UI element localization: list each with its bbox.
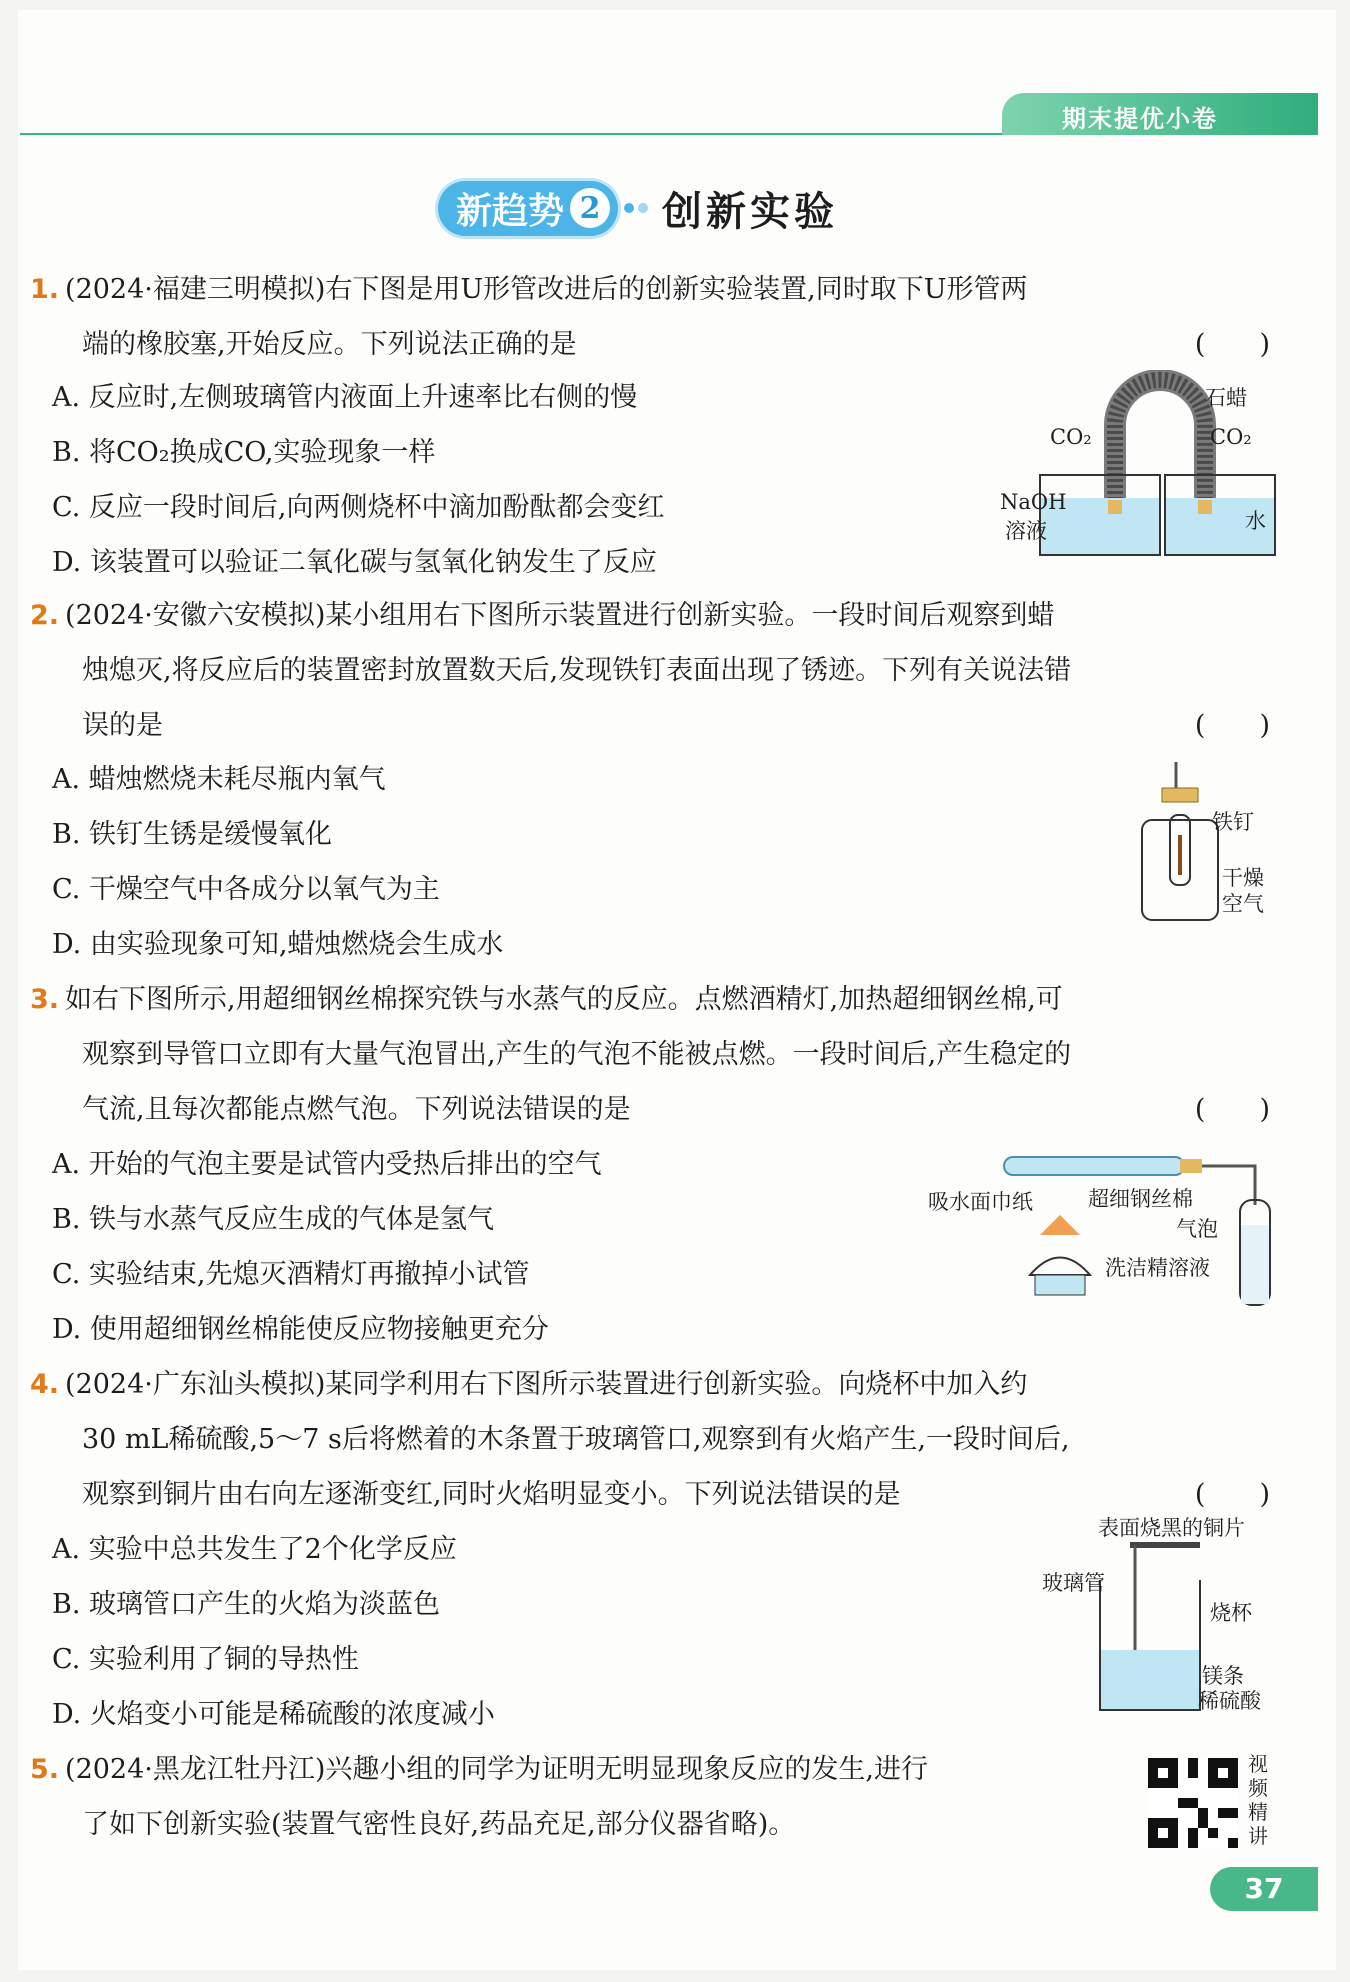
label-steel-wool: 超细钢丝棉 (1088, 1187, 1193, 1211)
option-d: D. 使用超细钢丝棉能使反应物接触更充分 (52, 1314, 549, 1345)
question-stem-line: (2024·黑龙江牡丹江)兴趣小组的同学为证明无明显现象反应的发生,进行 (65, 1754, 928, 1785)
header-tab-label: 期末提优小卷 (1062, 105, 1218, 133)
section-badge-text: 新趋势 (456, 189, 565, 232)
question-stem-line: 烛熄灭,将反应后的装置密封放置数天后,发现铁钉表面出现了锈迹。下列有关说法错 (82, 655, 1072, 686)
candle-bottle-figure (1140, 760, 1220, 925)
section-badge-number: 2 (570, 188, 610, 228)
question-number: 5. (30, 1754, 60, 1785)
question-stem-line: 误的是 (82, 710, 163, 741)
label-naoh-solution: 溶液 (1005, 519, 1047, 543)
header-tab (1002, 93, 1318, 135)
option-d: D. 由实验现象可知,蜡烛燃烧会生成水 (52, 929, 504, 960)
label-glass-tube: 玻璃管 (1042, 1571, 1105, 1595)
label-detergent: 洗洁精溶液 (1105, 1256, 1210, 1280)
label-paper: 吸水面巾纸 (928, 1190, 1033, 1214)
question-stem-line: 观察到导管口立即有大量气泡冒出,产生的气泡不能被点燃。一段时间后,产生稳定的 (82, 1039, 1072, 1070)
question-number: 1. (30, 274, 60, 305)
answer-paren: ( ) (1194, 710, 1270, 741)
option-b: B. 玻璃管口产生的火焰为淡蓝色 (52, 1589, 441, 1620)
option-b: B. 铁钉生锈是缓慢氧化 (52, 819, 333, 850)
label-water: 水 (1245, 509, 1266, 533)
question-2 (30, 588, 1270, 753)
question-stem-line: 30 mL稀硫酸,5～7 s后将燃着的木条置于玻璃管口,观察到有火焰产生,一段时间后, (82, 1424, 1070, 1455)
option-a: A. 蜡烛燃烧未耗尽瓶内氧气 (52, 764, 386, 795)
question-3 (30, 972, 1270, 1137)
option-c: C. 干燥空气中各成分以氧气为主 (52, 874, 440, 905)
label-bubble: 气泡 (1176, 1217, 1218, 1241)
steel-wool-apparatus-figure (1000, 1145, 1280, 1310)
option-b: B. 铁与水蒸气反应生成的气体是氢气 (52, 1204, 495, 1235)
option-b: B. 将CO₂换成CO,实验现象一样 (52, 437, 436, 468)
option-d: D. 火焰变小可能是稀硫酸的浓度减小 (52, 1699, 495, 1730)
question-stem-line: 了如下创新实验(装置气密性良好,药品充足,部分仪器省略)。 (82, 1809, 796, 1840)
qr-code-icon[interactable] (1148, 1758, 1238, 1848)
answer-paren: ( ) (1194, 1479, 1270, 1510)
question-4 (30, 1357, 1270, 1522)
qr-caption (1248, 1752, 1272, 1848)
qr-caption-char: 视 (1248, 1752, 1268, 1776)
label-beaker: 烧杯 (1210, 1601, 1252, 1625)
section-title: 创新实验 (662, 187, 839, 235)
question-stem-line: (2024·福建三明模拟)右下图是用U形管改进后的创新实验装置,同时取下U形管两 (65, 274, 1028, 305)
label-naoh: NaOH (1000, 490, 1067, 514)
header-rule (20, 133, 1020, 135)
option-c: C. 实验结束,先熄灭酒精灯再撤掉小试管 (52, 1259, 530, 1290)
dots-icon (624, 203, 648, 213)
qr-caption-char: 讲 (1248, 1824, 1268, 1848)
question-number: 3. (30, 984, 60, 1015)
question-number: 4. (30, 1369, 60, 1400)
question-stem-line: (2024·安徽六安模拟)某小组用右下图所示装置进行创新实验。一段时间后观察到蜡 (65, 600, 1055, 631)
question-stem-line: 观察到铜片由右向左逐渐变红,同时火焰明显变小。下列说法错误的是 (82, 1479, 901, 1510)
label-co2-left: CO₂ (1050, 425, 1092, 449)
label-co2-right: CO₂ (1210, 425, 1252, 449)
label-paraffin: 石蜡 (1205, 386, 1247, 410)
question-stem-line: 端的橡胶塞,开始反应。下列说法正确的是 (82, 329, 577, 360)
label-dry: 干燥 (1222, 866, 1264, 890)
qr-caption-char: 频 (1248, 1776, 1268, 1800)
answer-paren: ( ) (1194, 1094, 1270, 1125)
beaker-copper-figure (1090, 1540, 1210, 1715)
option-d: D. 该装置可以验证二氧化碳与氢氧化钠发生了反应 (52, 547, 657, 578)
label-magnesium: 镁条 (1202, 1664, 1244, 1688)
page-number: 37 (1210, 1867, 1318, 1911)
answer-paren: ( ) (1194, 329, 1270, 360)
section-badge (438, 181, 618, 236)
label-acid: 稀硫酸 (1198, 1689, 1261, 1713)
qr-caption-char: 精 (1248, 1800, 1268, 1824)
question-stem-line: 气流,且每次都能点燃气泡。下列说法错误的是 (82, 1094, 631, 1125)
option-a: A. 开始的气泡主要是试管内受热后排出的空气 (52, 1149, 602, 1180)
option-a: A. 反应时,左侧玻璃管内液面上升速率比右侧的慢 (52, 382, 638, 413)
question-1 (30, 262, 1270, 372)
question-stem-line: 如右下图所示,用超细钢丝棉探究铁与水蒸气的反应。点燃酒精灯,加热超细钢丝棉,可 (65, 984, 1063, 1015)
label-nail: 铁钉 (1212, 810, 1254, 834)
option-a: A. 实验中总共发生了2个化学反应 (52, 1534, 457, 1565)
question-stem-line: (2024·广东汕头模拟)某同学利用右下图所示装置进行创新实验。向烧杯中加入约 (65, 1369, 1028, 1400)
label-copper: 表面烧黑的铜片 (1098, 1516, 1245, 1540)
option-c: C. 实验利用了铜的导热性 (52, 1644, 359, 1675)
question-5 (30, 1742, 1270, 1852)
label-air: 空气 (1222, 892, 1264, 916)
option-c: C. 反应一段时间后,向两侧烧杯中滴加酚酞都会变红 (52, 492, 665, 523)
section-heading (438, 180, 838, 236)
question-number: 2. (30, 600, 60, 631)
